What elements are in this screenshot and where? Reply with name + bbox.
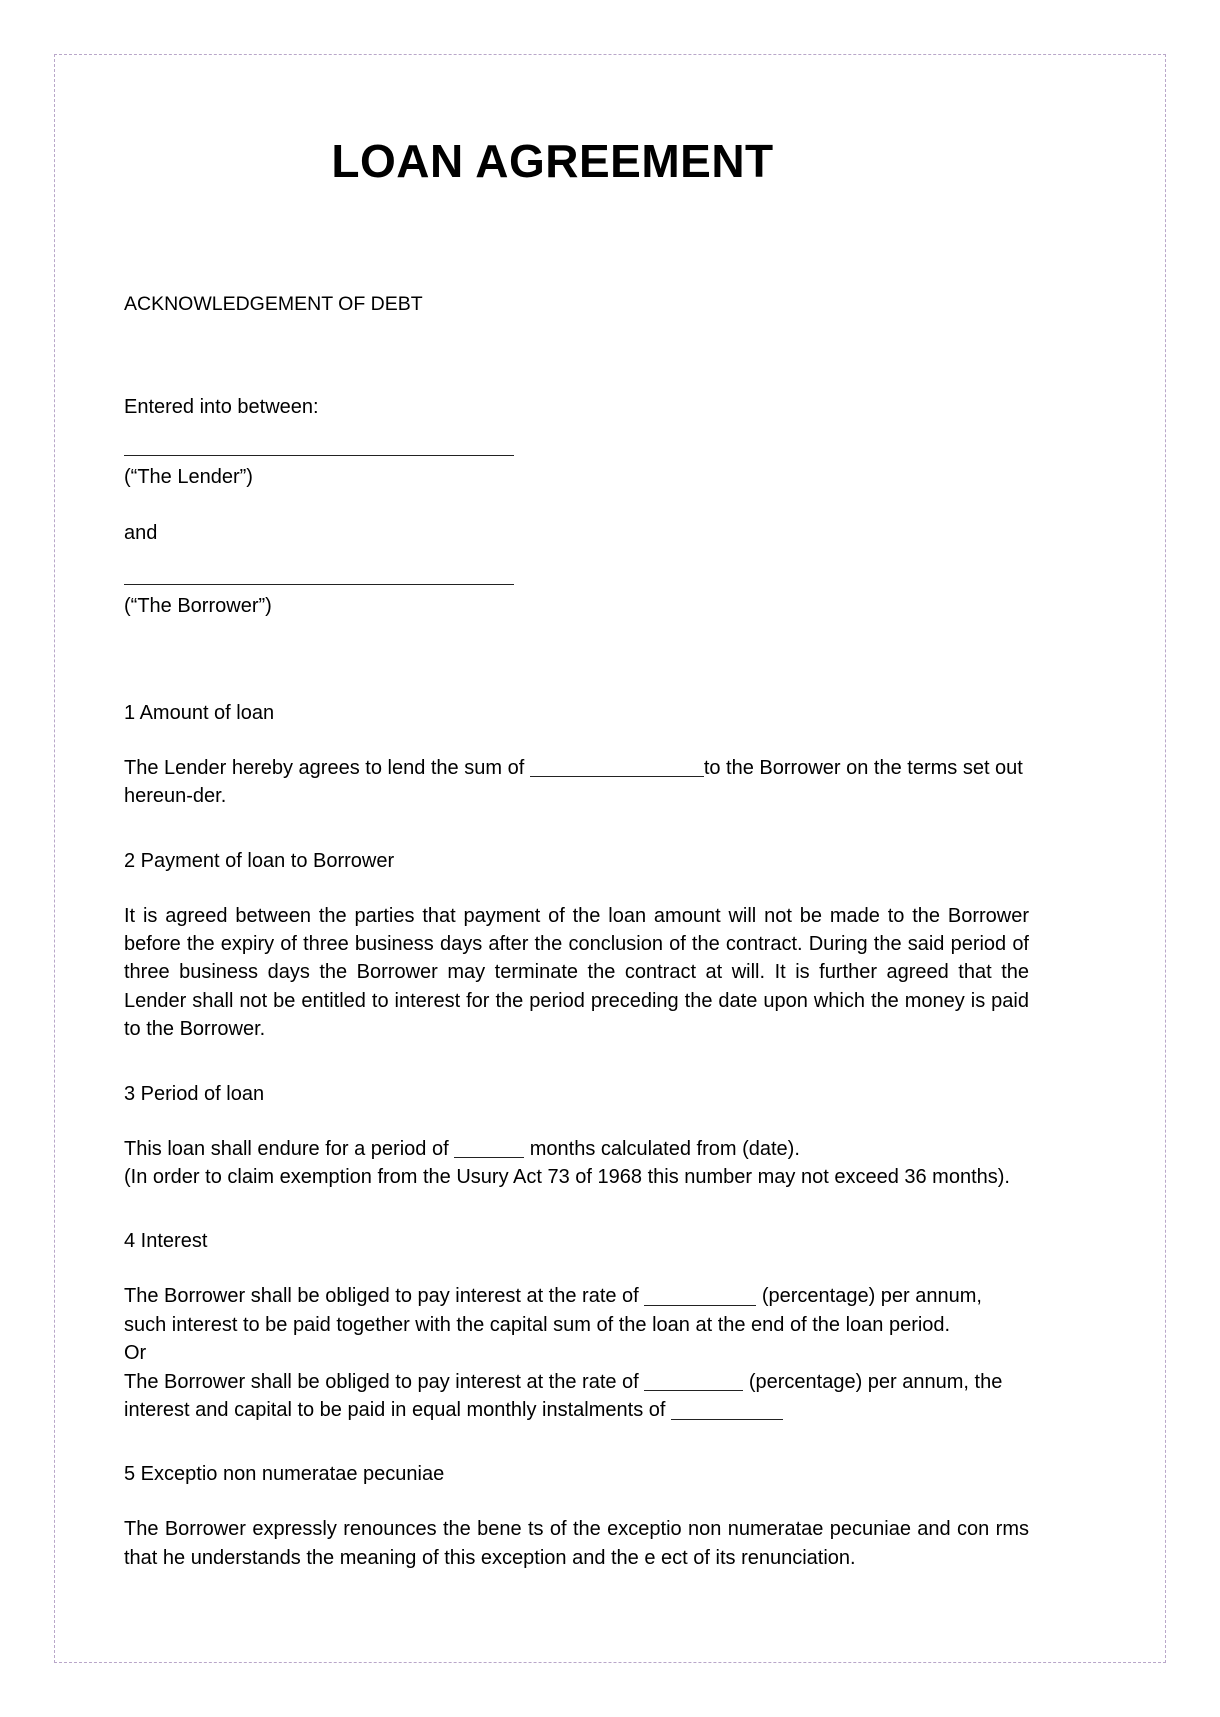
section-heading-3: 3 Period of loan	[124, 1082, 265, 1105]
page-title: LOAN AGREEMENT	[331, 135, 774, 187]
lender-label: (“The Lender”)	[124, 465, 253, 488]
document-subtitle: ACKNOWLEDGEMENT OF DEBT	[124, 292, 423, 315]
section-heading-4: 4 Interest	[124, 1230, 208, 1253]
usury-act-note: (In order to claim exemption from the Usury Act 73 of 1968 this number may not exceed 36 months).	[124, 1165, 1010, 1188]
document-content	[124, 54, 1029, 1572]
interest-option-2-mid: (percentage) per annum, the interest and capital to be paid in equal monthly instalments of	[124, 1370, 1003, 1421]
lender-signature-line[interactable]	[124, 455, 514, 456]
interest-or-label: Or	[124, 1342, 147, 1365]
section-heading-1: 1 Amount of loan	[124, 701, 275, 724]
interest-rate-blank-1[interactable]	[644, 1286, 756, 1306]
section-body-5: The Borrower expressly renounces the bene ts of the exceptio non numeratae pecuniae and con rms that he understands the meaning of this exception and the e ect of its renunciation.	[124, 1518, 1029, 1569]
section-body-3	[124, 1135, 1029, 1192]
section-1-text-before: The Lender hereby agrees to lend the sum of	[124, 756, 530, 779]
parties-intro: Entered into between:	[124, 395, 319, 418]
section-body-2: It is agreed between the parties that payment of the loan amount will not be made to the Borrower before the expiry of three business days after the conclusion of the contract. During the said period of three business days the Borrower may terminate the contract at will. It is further agreed that the Lender shall not be entitled to interest for the period preceding the date upon which the money is paid to the Borrower.	[124, 904, 1029, 1041]
loan-amount-blank[interactable]	[530, 757, 704, 777]
parties-conjunction: and	[124, 521, 158, 544]
section-body-1	[124, 754, 1029, 811]
section-1-text-after: to the Borrower on the terms set out hereun-der.	[124, 756, 1023, 808]
interest-option-1-before: The Borrower shall be obliged to pay interest at the rate of	[124, 1285, 645, 1308]
section-3-text-after: months calculated from (date).	[524, 1137, 800, 1160]
interest-rate-blank-2[interactable]	[644, 1371, 743, 1391]
loan-period-months-blank[interactable]	[454, 1138, 524, 1158]
interest-option-2-before: The Borrower shall be obliged to pay interest at the rate of	[124, 1370, 645, 1393]
borrower-signature-line[interactable]	[124, 584, 514, 585]
section-3-text-before: This loan shall endure for a period of	[124, 1137, 455, 1160]
monthly-instalment-blank[interactable]	[671, 1400, 783, 1420]
interest-option-1-after: (percentage) per annum, such interest to be paid together with the capital sum of the loan at the end of the loan period.	[124, 1285, 982, 1336]
section-heading-2: 2 Payment of loan to Borrower	[124, 849, 395, 872]
borrower-label: (“The Borrower”)	[124, 594, 272, 617]
section-body-4	[124, 1282, 1029, 1424]
section-heading-5: 5 Exceptio non numeratae pecuniae	[124, 1463, 445, 1486]
